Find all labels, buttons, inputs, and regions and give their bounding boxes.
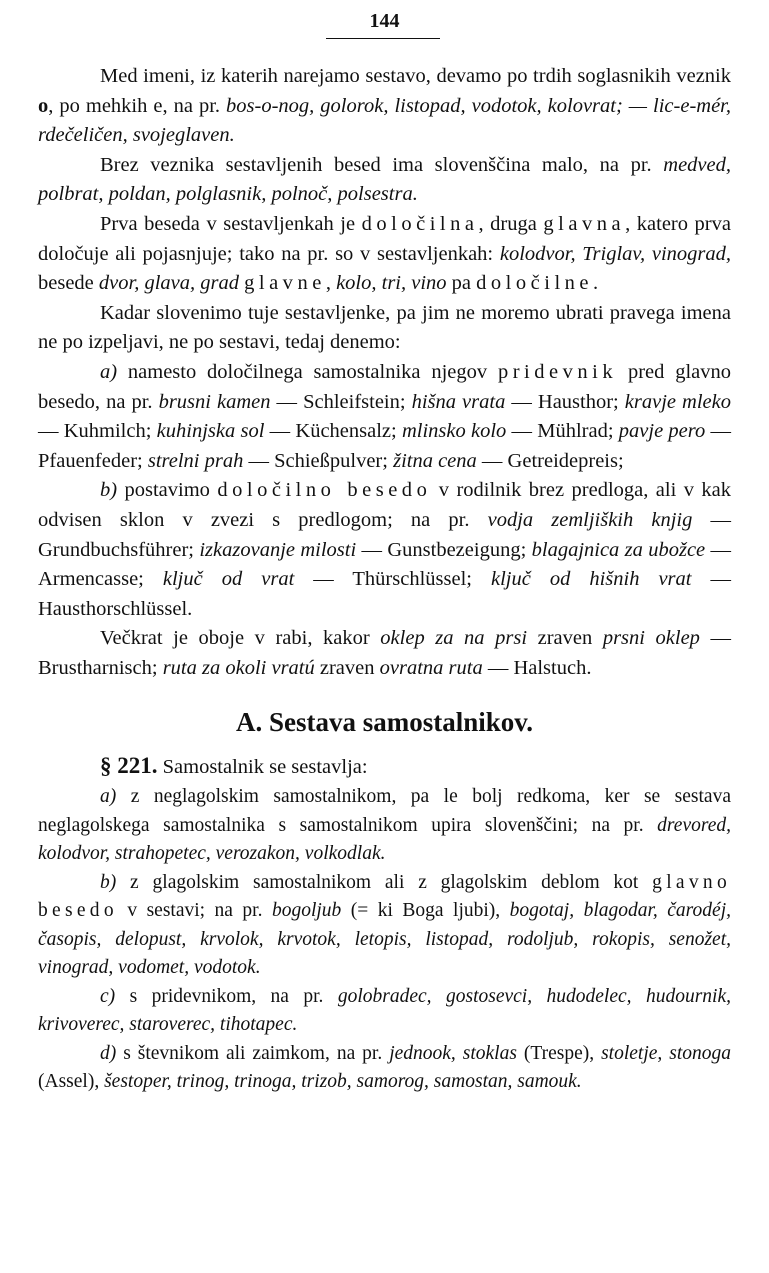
spaced-term: določilne bbox=[476, 272, 594, 295]
item-label: c) bbox=[100, 985, 116, 1007]
examples: golobradec, gostosevci, hudodelec, hudournik, krivoverec, staroverec, tihotapec. bbox=[38, 985, 731, 1036]
section-items bbox=[38, 783, 731, 1097]
section-intro: § 221. Samostalnik se sestavlja: bbox=[100, 753, 368, 779]
vowel-o: o bbox=[38, 94, 49, 117]
item-label: a) bbox=[100, 786, 117, 808]
header-rule bbox=[326, 38, 440, 39]
item-c-adjective: c) s pridevnikom, na pr. golobradec, gostosevci, hudodelec, hudournik, krivoverec, staroverec, tihotapec. bbox=[38, 985, 731, 1036]
page-body bbox=[38, 62, 731, 1097]
vowel-e: e bbox=[153, 94, 163, 117]
examples: drevored, kolodvor, strahopetec, verozakon, volkodlak. bbox=[38, 814, 731, 865]
spaced-term: glavne bbox=[244, 272, 326, 295]
examples: medved, polbrat, poldan, polglasnik, polnoč, polsestra. bbox=[38, 153, 731, 206]
paragraph-connecting-vowel: Med imeni, iz katerih narejamo sestavo, devamo po trdih soglasnikih veznik o, po mehkih e, na pr. bos-o-nog, golorok, listopad, vodotok, kolovrat; — lic-e-mér, rdečeličen, svojeglaven. bbox=[38, 65, 732, 147]
examples: šestoper, trinog, trinoga, trizob, samorog, samostan, samouk. bbox=[104, 1071, 582, 1093]
item-label: a) bbox=[100, 360, 118, 383]
examples: kolodvor, Triglav, vinograd, bbox=[499, 242, 731, 265]
paragraph-without-connector: Brez veznika sestavljenih besed ima slovenščina malo, na pr. medved, polbrat, poldan, polglasnik, polnoč, polsestra. bbox=[38, 153, 731, 206]
paragraph-sign: § 221. bbox=[100, 753, 158, 779]
examples: dvor, glava, grad bbox=[98, 272, 239, 295]
item-d-numeral: d) s števnikom ali zaimkom, na pr. jednook, stoklas (Trespe), stoletje, stonoga (Assel), šestoper, trinog, trinoga, trizob, samorog, samostan, samouk. bbox=[38, 1042, 731, 1093]
paragraph-both-in-use: Večkrat je oboje v rabi, kakor oklep za na prsi zraven prsni oklep — Brustharnisch; ruta za okoli vratú zraven ovratna ruta — Halstuch. bbox=[38, 627, 732, 679]
page-number: 144 bbox=[369, 10, 400, 32]
examples: bogotaj, blagodar, čarodéj, časopis, delopust, krvolok, krvotok, letopis, listopad, rodoljub, rokopis, senožet, vinograd, vodomet, vodotok. bbox=[38, 900, 731, 979]
examples: kolo, tri, vino bbox=[336, 272, 447, 295]
item-b-verbal: b) z glagolskim samostalnikom ali z glagolskim deblom kot glavno besedo v sestavi; na pr. bogoljub (= ki Boga ljubi), bogotaj, blagodar, čarodéj, časopis, delopust, krvolok, krvotok, letopis, listopad, rodoljub, rokopis, senožet, vinograd, vodomet, vodotok. bbox=[38, 871, 731, 979]
spaced-term: določilna bbox=[361, 212, 479, 235]
examples: bos-o-nog, golorok, listopad, vodotok, kolovrat; — lic-e-mér, rdečeličen, svojeglaven. bbox=[38, 94, 732, 147]
item-label: d) bbox=[100, 1042, 117, 1064]
item-label: b) bbox=[100, 871, 117, 893]
spaced-term: pridevnik bbox=[497, 360, 618, 383]
item-label: b) bbox=[100, 479, 118, 502]
spaced-term: glavno besedo bbox=[38, 871, 731, 922]
item-b-genitive: b) postavimo določilno besedo v rodilnik brez predloga, ali v kak odvisen sklon v zvezi s predlogom; na pr. vodja zemljiških knjig — Grundbuchsführer; izkazovanje milosti — Gunstbezeigung; blagajnica za ubožce — Armencasse; ključ od vrat — Thürschlüssel; ključ od hišnih vrat — Hausthorschlüssel. bbox=[38, 479, 732, 620]
spaced-term: glavna bbox=[543, 212, 626, 235]
paragraph-foreign-compounds: Kadar slovenimo tuje sestavljenke, pa jim ne moremo ubrati pravega imena ne po izpeljavi, ne po sestavi, tedaj denemo: bbox=[38, 301, 731, 354]
paragraph-determining-main: Prva beseda v sestavljenkah je določilna, druga glavna, katero prva določuje ali pojasnjuje; tako na pr. so v sestavljenkah: kolodvor, Triglav, vinograd, besede dvor, glava, grad glavne, kolo, tri, vino pa določilne. bbox=[38, 212, 731, 295]
item-a-adjective: a) namesto določilnega samostalnika njegov pridevnik pred glavno besedo, na pr. brusni kamen — Schleifstein; hišna vrata — Hausthor; kravje mleko — Kuhmilch; kuhinjska sol — Küchensalz; mlinsko kolo — Mühlrad; pavje pero — Pfauenfeder; strelni prah — Schießpulver; žitna cena — Getreidepreis; bbox=[38, 360, 731, 472]
spaced-term: določilno besedo bbox=[217, 479, 432, 502]
item-a-nonverbal: a) z neglagolskim samostalnikom, pa le bolj redkoma, ker se sestava neglagolskega samostalnika s samostalnikom upira slovenščini; na pr. drevored, kolodvor, strahopetec, verozakon, volkodlak. bbox=[38, 786, 731, 865]
section-heading: A. Sestava samostalnikov. bbox=[235, 707, 534, 738]
